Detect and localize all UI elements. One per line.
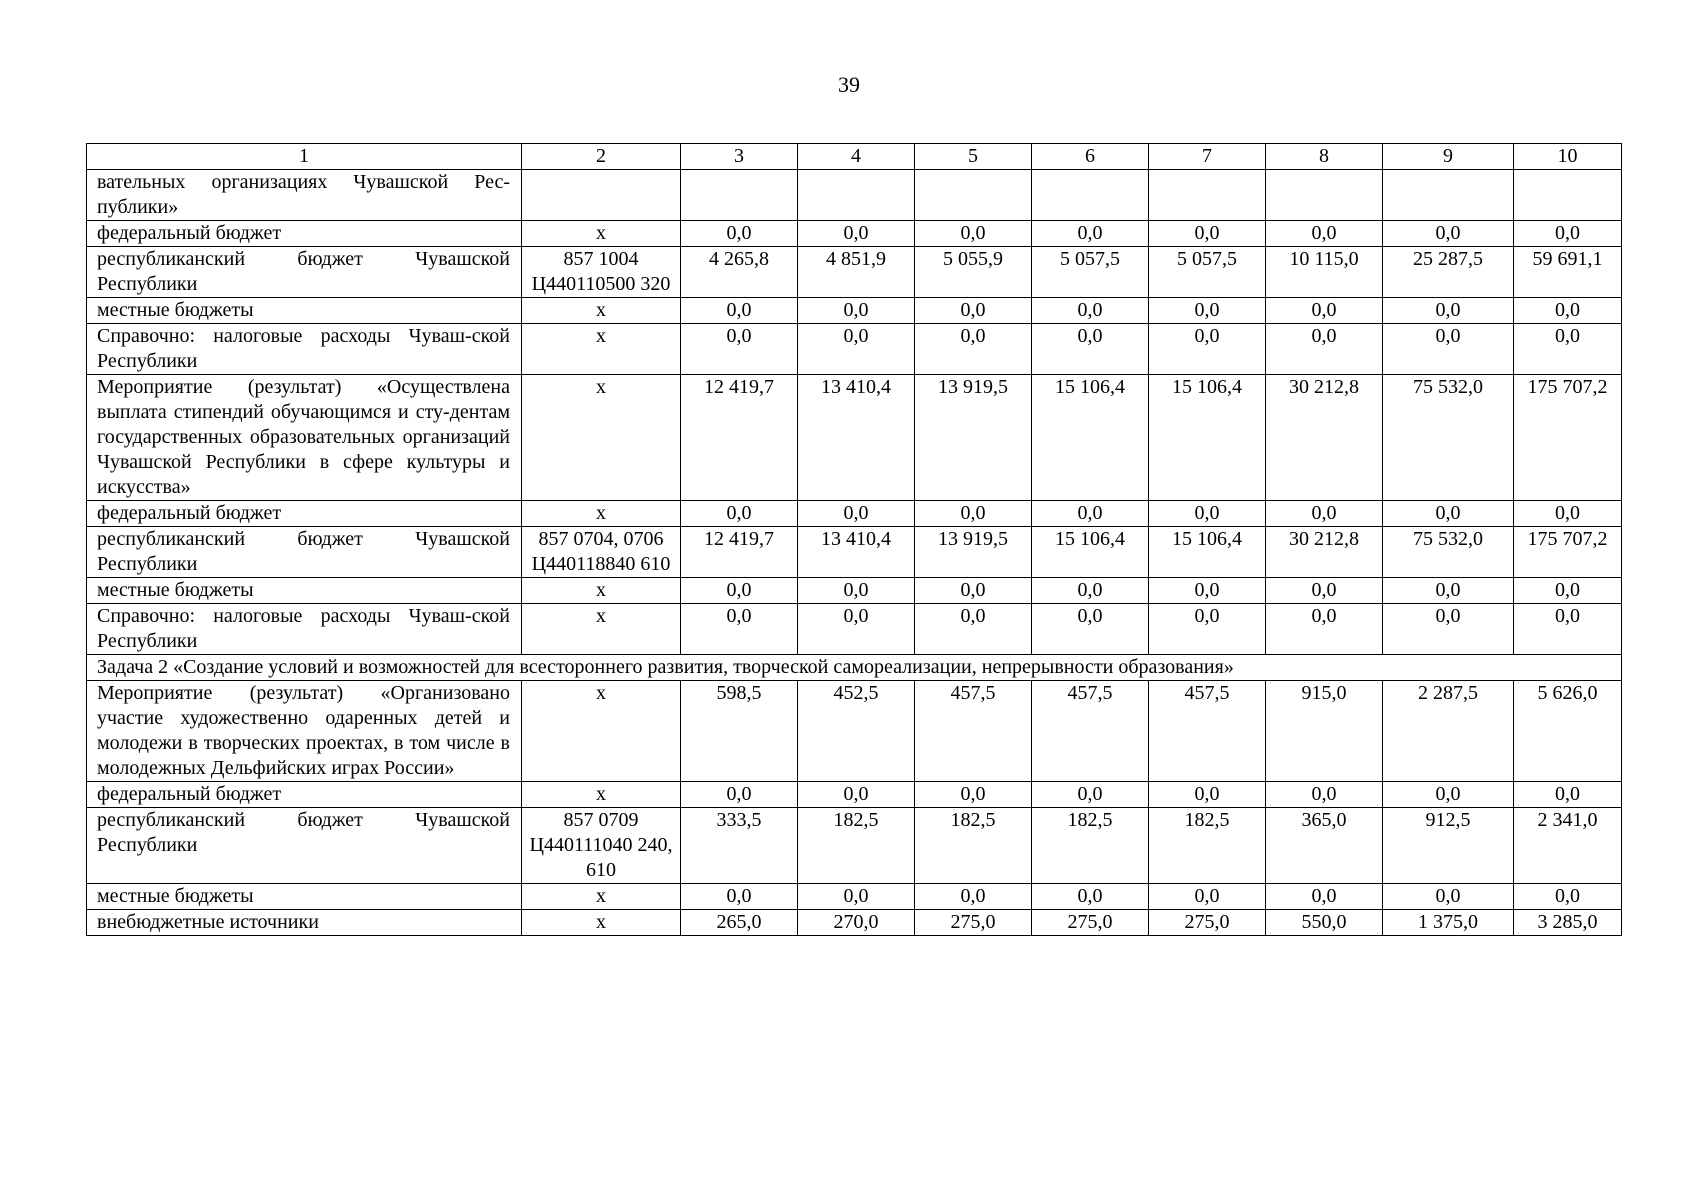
- amount-cell: 75 532,0: [1383, 375, 1514, 501]
- amount-cell: 0,0: [1266, 578, 1383, 604]
- amount-cell: 0,0: [1266, 604, 1383, 655]
- amount-cell: 0,0: [798, 501, 915, 527]
- amount-cell: 0,0: [1383, 298, 1514, 324]
- amount-cell: 0,0: [1383, 324, 1514, 375]
- row-name: местные бюджеты: [87, 578, 522, 604]
- amount-cell: 15 106,4: [1032, 527, 1149, 578]
- row-name: республиканский бюджет Чувашской Республики: [87, 527, 522, 578]
- table-row: [87, 247, 1622, 298]
- task-row: [87, 655, 1622, 681]
- row-name: республиканский бюджет Чувашской Республики: [87, 808, 522, 884]
- column-number-row: [87, 144, 1622, 170]
- amount-cell: 182,5: [915, 808, 1032, 884]
- amount-cell: [681, 170, 798, 221]
- amount-cell: 0,0: [1383, 221, 1514, 247]
- amount-cell: 0,0: [1032, 604, 1149, 655]
- amount-cell: 4 851,9: [798, 247, 915, 298]
- table-row: [87, 324, 1622, 375]
- table-row: [87, 782, 1622, 808]
- amount-cell: 4 265,8: [681, 247, 798, 298]
- budget-code: 857 1004 Ц440110500 320: [522, 247, 681, 298]
- amount-cell: 15 106,4: [1149, 527, 1266, 578]
- amount-cell: 0,0: [915, 884, 1032, 910]
- amount-cell: 0,0: [1514, 324, 1622, 375]
- amount-cell: 265,0: [681, 910, 798, 936]
- amount-cell: 0,0: [1383, 604, 1514, 655]
- amount-cell: [915, 170, 1032, 221]
- amount-cell: 0,0: [1032, 578, 1149, 604]
- amount-cell: 912,5: [1383, 808, 1514, 884]
- amount-cell: [1032, 170, 1149, 221]
- table-row: [87, 375, 1622, 501]
- amount-cell: 10 115,0: [1266, 247, 1383, 298]
- amount-cell: 0,0: [1514, 221, 1622, 247]
- amount-cell: 0,0: [798, 884, 915, 910]
- amount-cell: [1514, 170, 1622, 221]
- amount-cell: 1 375,0: [1383, 910, 1514, 936]
- amount-cell: 0,0: [681, 324, 798, 375]
- row-name: республиканский бюджет Чувашской Республики: [87, 247, 522, 298]
- amount-cell: 0,0: [1266, 501, 1383, 527]
- amount-cell: 0,0: [681, 298, 798, 324]
- amount-cell: 0,0: [1149, 324, 1266, 375]
- amount-cell: 0,0: [1514, 298, 1622, 324]
- column-number: 1: [87, 144, 522, 170]
- amount-cell: 30 212,8: [1266, 527, 1383, 578]
- column-number: 5: [915, 144, 1032, 170]
- amount-cell: 0,0: [915, 221, 1032, 247]
- amount-cell: 182,5: [1032, 808, 1149, 884]
- amount-cell: 0,0: [915, 782, 1032, 808]
- amount-cell: 333,5: [681, 808, 798, 884]
- budget-code: 857 0704, 0706 Ц440118840 610: [522, 527, 681, 578]
- amount-cell: 175 707,2: [1514, 527, 1622, 578]
- amount-cell: 13 410,4: [798, 375, 915, 501]
- row-name: местные бюджеты: [87, 884, 522, 910]
- budget-code: х: [522, 324, 681, 375]
- amount-cell: 0,0: [1032, 298, 1149, 324]
- amount-cell: 0,0: [915, 578, 1032, 604]
- table-row: [87, 910, 1622, 936]
- amount-cell: 0,0: [1383, 884, 1514, 910]
- amount-cell: 59 691,1: [1514, 247, 1622, 298]
- row-name: Мероприятие (результат) «Осуществлена выплата стипендий обучающимся и сту-дентам государственных образовательных организаций Чувашской Республики в сфере культуры и искусства»: [87, 375, 522, 501]
- amount-cell: 0,0: [1266, 884, 1383, 910]
- amount-cell: 5 057,5: [1149, 247, 1266, 298]
- amount-cell: 598,5: [681, 681, 798, 782]
- amount-cell: 275,0: [1032, 910, 1149, 936]
- amount-cell: 15 106,4: [1032, 375, 1149, 501]
- amount-cell: 0,0: [1032, 324, 1149, 375]
- budget-code: х: [522, 501, 681, 527]
- row-name: федеральный бюджет: [87, 221, 522, 247]
- amount-cell: 0,0: [1032, 501, 1149, 527]
- budget-code: х: [522, 578, 681, 604]
- amount-cell: 0,0: [1514, 501, 1622, 527]
- amount-cell: 13 410,4: [798, 527, 915, 578]
- amount-cell: 5 055,9: [915, 247, 1032, 298]
- amount-cell: 0,0: [1383, 501, 1514, 527]
- amount-cell: 275,0: [1149, 910, 1266, 936]
- table-row: [87, 578, 1622, 604]
- amount-cell: 0,0: [1032, 884, 1149, 910]
- amount-cell: 0,0: [915, 501, 1032, 527]
- amount-cell: 25 287,5: [1383, 247, 1514, 298]
- column-number: 3: [681, 144, 798, 170]
- budget-code: х: [522, 375, 681, 501]
- amount-cell: 0,0: [1266, 221, 1383, 247]
- amount-cell: 550,0: [1266, 910, 1383, 936]
- amount-cell: 5 626,0: [1514, 681, 1622, 782]
- amount-cell: 0,0: [1149, 298, 1266, 324]
- row-name: Справочно: налоговые расходы Чуваш-ской Республики: [87, 324, 522, 375]
- amount-cell: 0,0: [798, 298, 915, 324]
- column-number: 8: [1266, 144, 1383, 170]
- column-number: 9: [1383, 144, 1514, 170]
- table-row: [87, 221, 1622, 247]
- row-name: местные бюджеты: [87, 298, 522, 324]
- amount-cell: 75 532,0: [1383, 527, 1514, 578]
- amount-cell: 0,0: [681, 501, 798, 527]
- amount-cell: 457,5: [1149, 681, 1266, 782]
- table-row: [87, 808, 1622, 884]
- table-row: [87, 527, 1622, 578]
- amount-cell: 0,0: [681, 221, 798, 247]
- column-number: 2: [522, 144, 681, 170]
- amount-cell: 0,0: [798, 324, 915, 375]
- amount-cell: 175 707,2: [1514, 375, 1622, 501]
- amount-cell: 0,0: [681, 604, 798, 655]
- budget-code: х: [522, 221, 681, 247]
- amount-cell: 12 419,7: [681, 527, 798, 578]
- amount-cell: 2 341,0: [1514, 808, 1622, 884]
- amount-cell: 0,0: [1149, 884, 1266, 910]
- amount-cell: 0,0: [681, 782, 798, 808]
- amount-cell: 0,0: [1149, 578, 1266, 604]
- amount-cell: 0,0: [681, 884, 798, 910]
- amount-cell: 365,0: [1266, 808, 1383, 884]
- amount-cell: 0,0: [915, 324, 1032, 375]
- budget-code: [522, 170, 681, 221]
- amount-cell: 452,5: [798, 681, 915, 782]
- amount-cell: [1266, 170, 1383, 221]
- amount-cell: 0,0: [1514, 884, 1622, 910]
- amount-cell: 182,5: [1149, 808, 1266, 884]
- budget-code: х: [522, 782, 681, 808]
- budget-code: х: [522, 604, 681, 655]
- budget-table: [86, 143, 1622, 936]
- amount-cell: 0,0: [915, 604, 1032, 655]
- amount-cell: 5 057,5: [1032, 247, 1149, 298]
- amount-cell: 0,0: [1383, 782, 1514, 808]
- row-name: Справочно: налоговые расходы Чуваш-ской Республики: [87, 604, 522, 655]
- row-name: федеральный бюджет: [87, 782, 522, 808]
- amount-cell: [1149, 170, 1266, 221]
- amount-cell: 0,0: [798, 221, 915, 247]
- amount-cell: 13 919,5: [915, 375, 1032, 501]
- amount-cell: 0,0: [1032, 221, 1149, 247]
- amount-cell: 0,0: [798, 578, 915, 604]
- amount-cell: 0,0: [1266, 298, 1383, 324]
- amount-cell: 0,0: [1514, 604, 1622, 655]
- amount-cell: 0,0: [681, 578, 798, 604]
- budget-code: х: [522, 681, 681, 782]
- task-title: Задача 2 «Создание условий и возможностей для всестороннего развития, творческой самореализации, непрерывности образования»: [87, 655, 1622, 681]
- amount-cell: 12 419,7: [681, 375, 798, 501]
- amount-cell: 270,0: [798, 910, 915, 936]
- amount-cell: 457,5: [915, 681, 1032, 782]
- column-number: 10: [1514, 144, 1622, 170]
- amount-cell: [798, 170, 915, 221]
- amount-cell: 0,0: [1149, 221, 1266, 247]
- amount-cell: [1383, 170, 1514, 221]
- amount-cell: 182,5: [798, 808, 915, 884]
- amount-cell: 0,0: [1149, 501, 1266, 527]
- amount-cell: 0,0: [1149, 604, 1266, 655]
- amount-cell: 275,0: [915, 910, 1032, 936]
- budget-code: х: [522, 298, 681, 324]
- amount-cell: 15 106,4: [1149, 375, 1266, 501]
- amount-cell: 2 287,5: [1383, 681, 1514, 782]
- amount-cell: 457,5: [1032, 681, 1149, 782]
- table-row: [87, 501, 1622, 527]
- amount-cell: 0,0: [798, 782, 915, 808]
- amount-cell: 30 212,8: [1266, 375, 1383, 501]
- page-number: 39: [838, 72, 860, 97]
- amount-cell: 0,0: [798, 604, 915, 655]
- amount-cell: 3 285,0: [1514, 910, 1622, 936]
- budget-code: х: [522, 884, 681, 910]
- budget-code: 857 0709 Ц440111040 240, 610: [522, 808, 681, 884]
- table-row: [87, 170, 1622, 221]
- amount-cell: 0,0: [1266, 324, 1383, 375]
- table-body: [87, 144, 1622, 936]
- table-row: [87, 298, 1622, 324]
- row-name: внебюджетные источники: [87, 910, 522, 936]
- column-number: 4: [798, 144, 915, 170]
- budget-code: х: [522, 910, 681, 936]
- amount-cell: 0,0: [1032, 782, 1149, 808]
- table-row: [87, 884, 1622, 910]
- row-name: вательных организациях Чувашской Рес-публики»: [87, 170, 522, 221]
- amount-cell: 0,0: [1514, 782, 1622, 808]
- amount-cell: 915,0: [1266, 681, 1383, 782]
- amount-cell: 13 919,5: [915, 527, 1032, 578]
- table-row: [87, 681, 1622, 782]
- row-name: федеральный бюджет: [87, 501, 522, 527]
- amount-cell: 0,0: [915, 298, 1032, 324]
- amount-cell: 0,0: [1383, 578, 1514, 604]
- table-row: [87, 604, 1622, 655]
- amount-cell: 0,0: [1149, 782, 1266, 808]
- amount-cell: 0,0: [1514, 578, 1622, 604]
- row-name: Мероприятие (результат) «Организовано участие художественно одаренных детей и молодежи в творческих проектах, в том числе в молодежных Дельфийских играх России»: [87, 681, 522, 782]
- amount-cell: 0,0: [1266, 782, 1383, 808]
- column-number: 7: [1149, 144, 1266, 170]
- column-number: 6: [1032, 144, 1149, 170]
